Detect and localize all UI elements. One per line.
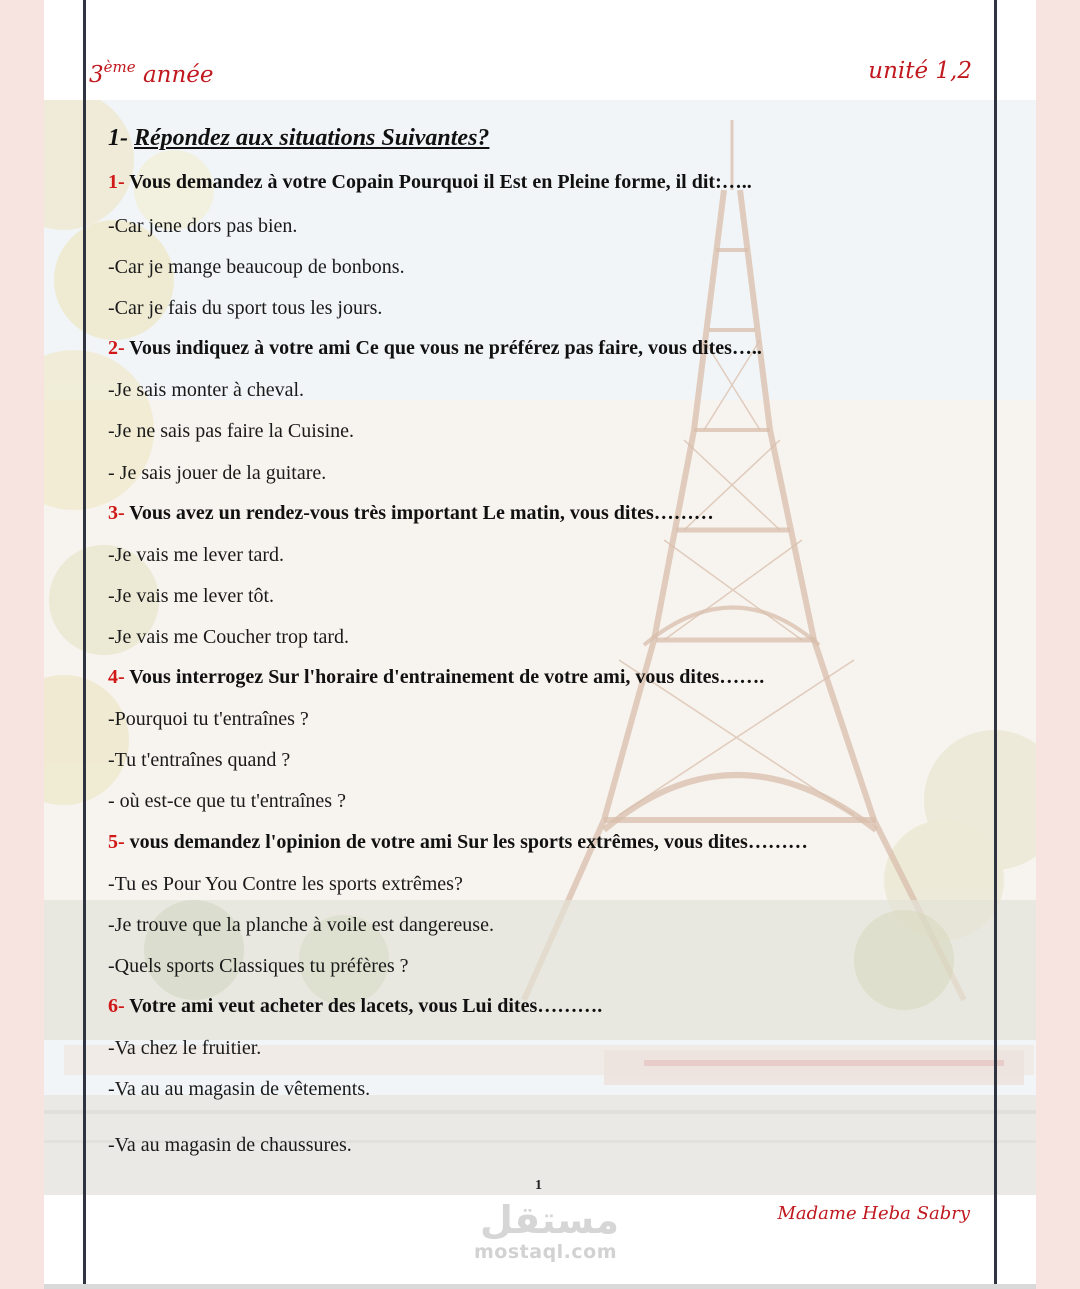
question-2-option-1: -Je sais monter à cheval. (108, 379, 305, 401)
question-2-option-2: -Je ne sais pas faire la Cuisine. (108, 420, 355, 442)
question-3: 3- Vous avez un rendez-vous très important Le matin, vous dites……… (108, 502, 714, 524)
author-signature: Madame Heba Sabry (777, 1203, 970, 1224)
question-1-option-2: -Car je mange beaucoup de bonbons. (108, 256, 405, 278)
question-5-option-1: -Tu es Pour You Contre les sports extrêmes? (108, 873, 463, 895)
left-border-line (83, 0, 86, 1284)
question-5: 5- vous demandez l'opinion de votre ami Sur les sports extrêmes, vous dites……… (108, 831, 808, 853)
watermark-url: mostaql.com (474, 1241, 618, 1263)
question-1: 1- Vous demandez à votre Copain Pourquoi il Est en Pleine forme, il dit:….. (108, 171, 752, 193)
question-2: 2- Vous indiquez à votre ami Ce que vous ne préférez pas faire, vous dites….. (108, 337, 762, 359)
bottom-edge (44, 1284, 1036, 1289)
question-6-option-2: -Va au au magasin de vêtements. (108, 1078, 371, 1100)
right-border-line (994, 0, 997, 1284)
question-6-option-1: -Va chez le fruitier. (108, 1037, 262, 1059)
question-3-option-2: -Je vais me lever tôt. (108, 585, 275, 607)
question-3-option-3: -Je vais me Coucher trop tard. (108, 626, 350, 648)
question-1-option-1: -Car jene dors pas bien. (108, 215, 298, 237)
question-2-option-3: - Je sais jouer de la guitare. (108, 462, 327, 484)
exercise-title: 1- Répondez aux situations Suivantes? (108, 125, 490, 151)
page-number: 1 (535, 1178, 542, 1193)
question-4-option-2: -Tu t'entraînes quand ? (108, 749, 291, 771)
question-4: 4- Vous interrogez Sur l'horaire d'entrainement de votre ami, vous dites……. (108, 666, 765, 688)
question-3-option-1: -Je vais me lever tard. (108, 544, 285, 566)
question-6: 6- Votre ami veut acheter des lacets, vous Lui dites………. (108, 995, 603, 1017)
question-1-option-3: -Car je fais du sport tous les jours. (108, 297, 383, 319)
question-4-option-3: - où est-ce que tu t'entraînes ? (108, 790, 346, 812)
question-5-option-3: -Quels sports Classiques tu préfères ? (108, 955, 409, 977)
question-5-option-2: -Je trouve que la planche à voile est dangereuse. (108, 914, 494, 936)
grade-label: 3ème année (89, 58, 214, 88)
unit-label: unité 1,2 (868, 58, 972, 84)
question-4-option-1: -Pourquoi tu t'entraînes ? (108, 708, 309, 730)
question-6-option-3: -Va au magasin de chaussures. (108, 1134, 352, 1156)
watermark-arabic: مستقل (480, 1198, 619, 1242)
